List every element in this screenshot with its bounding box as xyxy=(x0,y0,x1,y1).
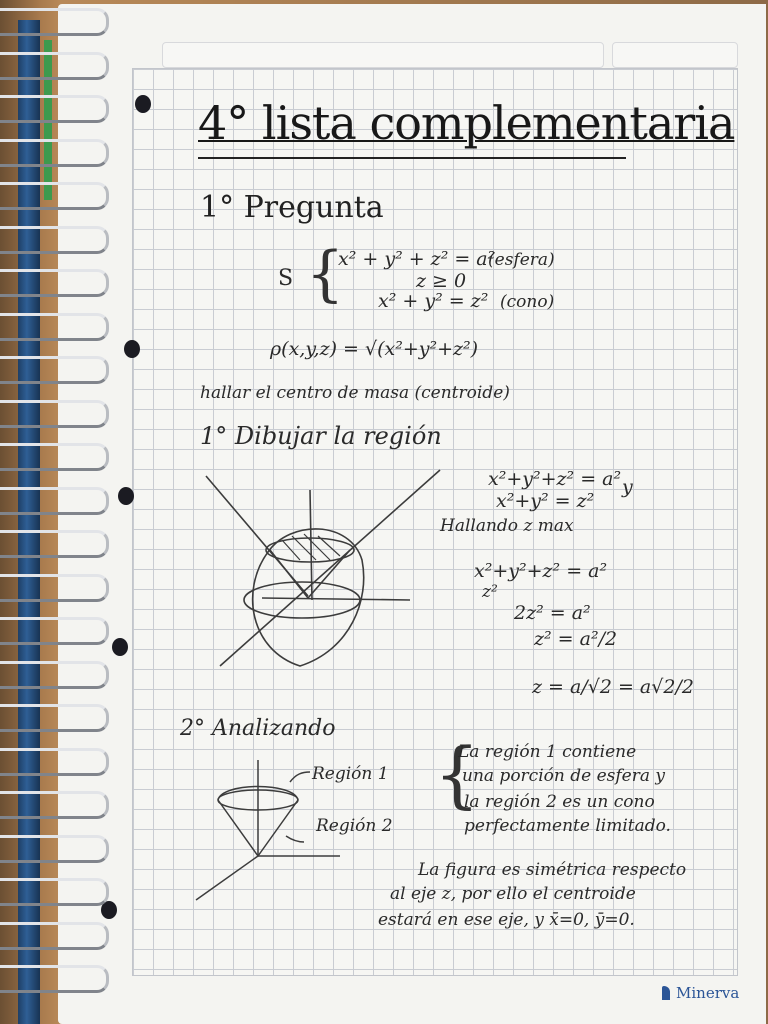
conclusion-line2: al eje z, por ello el centroide xyxy=(390,884,636,904)
sphere-cone-sketch xyxy=(206,470,440,666)
task-statement: hallar el centro de masa (centroide) xyxy=(200,383,510,403)
region2-label: Región 2 xyxy=(316,816,393,836)
page-title: 4° lista complementaria xyxy=(198,96,735,150)
analysis-line1: La región 1 contiene xyxy=(458,742,637,762)
step1-heading: 1° Dibujar la región xyxy=(200,422,442,450)
region-sketch xyxy=(196,760,340,900)
sketch-cap-ellipse xyxy=(266,538,354,562)
conclusion-line3: estará en ese eje, y x̄=0, ȳ=0. xyxy=(378,910,635,930)
analysis-brace: { xyxy=(434,732,480,816)
system-brace: { xyxy=(306,239,345,309)
calc-line1: x²+y²+z² = a² xyxy=(488,468,622,490)
sketch-z-axis xyxy=(310,490,312,600)
system-eq1: x² + y² + z² = a² xyxy=(338,248,496,270)
calc-line2: x²+y² = z² xyxy=(496,490,595,512)
calc-zmax-label: Hallando z max xyxy=(440,516,574,536)
region2-arrow xyxy=(286,836,304,842)
region1-label: Región 1 xyxy=(312,764,389,784)
analysis-line3: la región 2 es un cono xyxy=(464,792,655,812)
system-tag-sphere: (esfera) xyxy=(488,250,555,270)
system-label: S xyxy=(278,266,294,291)
calc-line7: z = a/√2 = a√2/2 xyxy=(532,676,694,698)
sketch-axis-line xyxy=(262,598,410,600)
sketch-cone xyxy=(270,550,350,598)
system-tag-cone: (cono) xyxy=(500,292,555,312)
region1-arrow xyxy=(290,772,310,782)
sketch-axis-line xyxy=(196,856,258,900)
sketch-axis-line xyxy=(220,470,440,666)
calc-line4: x²+y²+z² = a² xyxy=(474,560,608,582)
calc-line1-y: y xyxy=(622,476,633,498)
question-heading: 1° Pregunta xyxy=(200,190,384,225)
analysis-line4: perfectamente limitado. xyxy=(464,816,671,836)
calc-line4-sub: z² xyxy=(482,582,498,602)
conclusion-line1: La figura es simétrica respecto xyxy=(418,860,687,880)
system-eq2: z ≥ 0 xyxy=(416,270,467,292)
step2-heading: 2° Analizando xyxy=(180,716,336,741)
analysis-line2: una porción de esfera y xyxy=(462,766,665,786)
brand-name: Minerva xyxy=(676,984,740,1002)
density-function: ρ(x,y,z) = √(x²+y²+z²) xyxy=(270,338,479,360)
system-eq3: x² + y² = z² xyxy=(378,290,489,312)
sketch-equator-ellipse xyxy=(244,582,360,618)
calc-line5: 2z² = a² xyxy=(514,602,591,624)
calc-line6: z² = a²/2 xyxy=(534,628,618,650)
